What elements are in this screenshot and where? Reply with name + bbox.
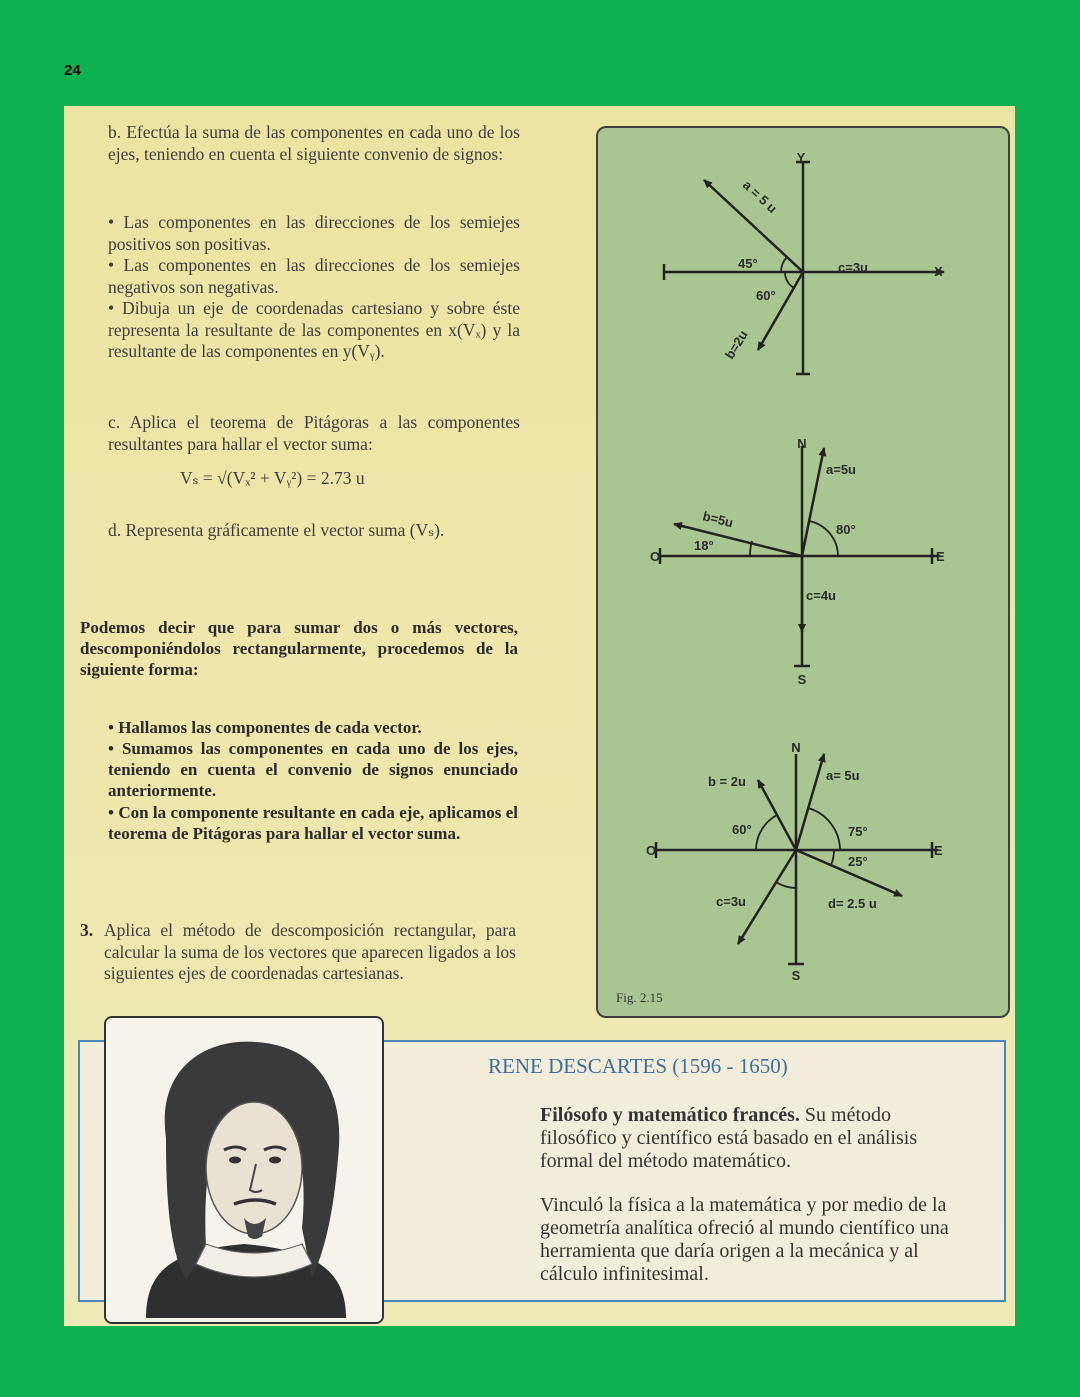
summary-bullet-1: • Hallamos las componentes de cada vector. — [108, 718, 422, 737]
d1-vector-b-label: b=2u — [721, 327, 751, 362]
summary-bullet-2: • Sumamos las componentes en cada uno de los ejes, teniendo en cuenta el convenio de signos enunciado anteriormente. — [108, 739, 518, 800]
d2-south-label: S — [797, 672, 807, 687]
summary-bullet-3: • Con la componente resultante en cada eje, aplicamos el teorema de Pitágoras para hallar el vector suma. — [108, 803, 518, 843]
d2-vector-b-label: b=5u — [701, 508, 735, 531]
d3-angle-b-label: 60° — [732, 822, 752, 837]
d3-vector-c — [738, 850, 796, 944]
d1-angle-b-label: 60° — [756, 288, 776, 303]
d3-vector-a — [796, 754, 824, 850]
d3-angle-b-arc — [756, 815, 777, 850]
d3-angle-d-label: 25° — [848, 854, 868, 869]
diagram-3 — [656, 754, 938, 964]
d2-vector-a — [802, 448, 824, 556]
biography-title: RENE DESCARTES (1596 - 1650) — [488, 1054, 788, 1078]
step-b-bullet-3: • Dibuja un eje de coordenadas cartesiano y sobre éste representa la resultante de las componentes en x(Vₓ) y la resultante de las componentes en y(Vᵧ). — [108, 298, 520, 361]
step-d-text: d. Representa gráficamente el vector suma (Vₛ). — [108, 520, 445, 540]
d3-vector-c-label: c=3u — [716, 894, 746, 909]
biography-lead: Filósofo y matemático francés. — [540, 1104, 800, 1126]
page-number: 24 — [64, 62, 81, 79]
d2-vector-a-label: a=5u — [826, 462, 856, 477]
d3-vector-a-label: a= 5u — [826, 768, 860, 783]
descartes-portrait — [104, 1016, 384, 1324]
d3-west-label: O — [646, 843, 657, 858]
summary-intro: Podemos decir que para sumar dos o más vectores, descomponiéndolos rectangularmente, procedemos de la siguiente forma: — [80, 618, 518, 679]
d3-vector-d-label: d= 2.5 u — [828, 896, 877, 911]
exercise-3-text: Aplica el método de descomposición rectangular, para calcular la suma de los vectores que aparecen ligados a los siguientes ejes de coordenadas cartesianas. — [104, 920, 516, 983]
biography-paragraph-1-text: Su método filosófico y científico está basado en el análisis formal del método matemático. — [540, 1104, 918, 1172]
exercise-number: 3. — [80, 920, 94, 940]
d2-east-label: E — [936, 549, 945, 564]
diagram-2 — [660, 446, 940, 666]
d3-south-label: S — [791, 968, 801, 983]
d2-west-label: O — [650, 549, 661, 564]
d3-angle-a-arc — [808, 808, 840, 850]
vector-diagrams — [598, 128, 1008, 1016]
step-b-intro: b. Efectúa la suma de las componentes en cada uno de los ejes, teniendo en cuenta el siguiente convenio de signos: — [108, 122, 520, 164]
diagram-1 — [664, 162, 944, 374]
d2-angle-a-label: 80° — [836, 522, 856, 537]
d2-north-label: N — [797, 436, 807, 451]
d1-vector-b — [758, 272, 803, 350]
vector-sum-formula: Vₛ = √(Vₓ² + Vᵧ²) = 2.73 u — [180, 468, 365, 488]
d1-axis-y-label: Y — [796, 150, 806, 165]
step-b-bullet-1: • Las componentes en las direcciones de los semiejes positivos son positivas. — [108, 212, 520, 254]
d3-angle-c-arc — [776, 882, 796, 888]
d2-angle-a-arc — [809, 521, 838, 556]
d1-angle-a-arc — [781, 257, 787, 272]
d3-angle-a-label: 75° — [848, 824, 868, 839]
d1-vector-a-label: a = 5 u — [739, 177, 781, 217]
d3-north-label: N — [791, 740, 801, 755]
d2-vector-c-label: c=4u — [806, 588, 836, 603]
vector-figure-panel — [596, 126, 1010, 1018]
step-b-bullet-2: • Las componentes en las direcciones de los semiejes negativos son negativas. — [108, 255, 520, 297]
d1-vector-c-label: c=3u — [838, 260, 868, 275]
d2-angle-b-label: 18° — [694, 538, 714, 553]
d1-angle-b-arc — [785, 272, 794, 288]
d3-angle-d-arc — [831, 850, 834, 865]
portrait-illustration — [106, 1018, 382, 1322]
step-c-text: c. Aplica el teorema de Pitágoras a las componentes resultantes para hallar el vector suma: — [108, 412, 520, 454]
d3-vector-b-label: b = 2u — [708, 774, 746, 789]
d1-axis-x-label: X — [934, 264, 943, 279]
biography-paragraph-2: Vinculó la física a la matemática y por medio de la geometría analítica ofreció al mundo científico una herramienta que daría origen a la mecánica y al cálculo infinitesimal. — [540, 1194, 949, 1285]
d3-east-label: E — [934, 843, 943, 858]
figure-caption: Fig. 2.15 — [616, 990, 663, 1005]
biography-paragraph-1 — [540, 1104, 972, 1173]
d1-angle-a-label: 45° — [738, 256, 758, 271]
